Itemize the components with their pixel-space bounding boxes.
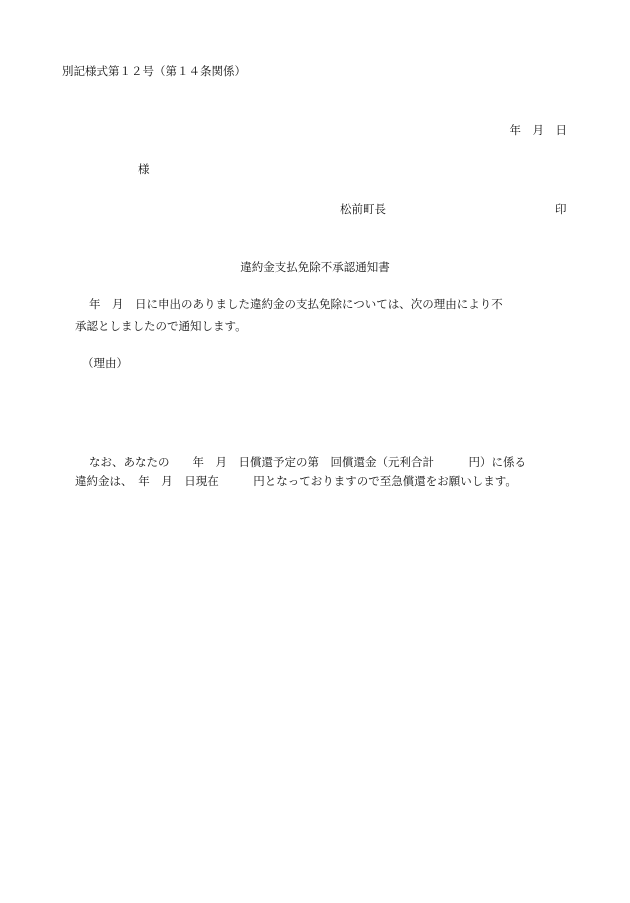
note-line-2: 違約金は、 年 月 日現在 円となっておりますので至急償還をお願いします。 [75,474,517,488]
issuer-name: 松前町長 [340,202,386,216]
addressee-honorific: 様 [138,162,150,176]
note-line-1: なお、あなたの 年 月 日償還予定の第 回償還金（元利合計 円）に係る [89,455,526,469]
document-title: 違約金支払免除不承認通知書 [240,260,390,274]
body-line-2: 承認としましたので通知します。 [75,319,247,333]
form-number: 別記様式第１２号（第１４条関係） [62,64,246,78]
body-line-1: 年 月 日に申出のありました違約金の支払免除については、次の理由により不 [89,297,503,311]
reason-label: （理由） [82,356,128,370]
seal-mark: 印 [555,202,567,216]
date-line: 年 月 日 [509,123,567,137]
